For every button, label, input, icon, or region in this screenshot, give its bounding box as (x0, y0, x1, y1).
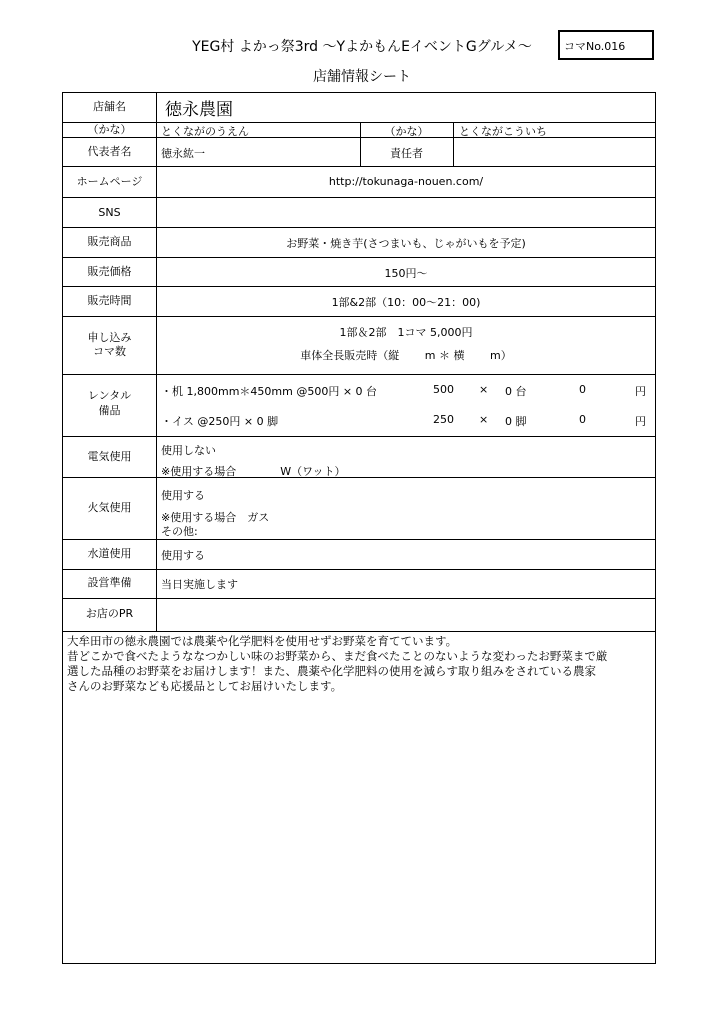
price-label: 販売価格 (87, 265, 132, 278)
row-divider (63, 197, 655, 198)
shop-name-kana: とくながのうえん (161, 125, 249, 138)
chair-total: 0 (579, 413, 586, 426)
shop-info-form (62, 92, 656, 964)
chair-item: ・イス @250円 × 0 脚 (161, 415, 279, 428)
sheet-title: YEG村 よかっ祭3rd ～YよかもんEイベントGグルメ～ (192, 39, 532, 55)
row-divider (63, 436, 655, 437)
rental-label-2: 備品 (98, 404, 121, 417)
representative-name: 徳永紘一 (161, 147, 205, 160)
desk-unit-price: 500 (433, 383, 454, 396)
homepage-url: http://tokunaga-nouen.com/ (328, 175, 484, 188)
setup-label: 設営準備 (87, 576, 132, 589)
koma-number-box: コマNo.016 (558, 30, 654, 60)
row-divider (63, 631, 655, 632)
desk-quantity: 0 台 (505, 385, 527, 398)
chair-yen: 円 (635, 415, 646, 428)
hours-value: 1部&2部（10：00～21：00) (331, 296, 481, 309)
electricity-label: 電気使用 (87, 450, 132, 463)
pr-line: 大牟田市の徳永農園では農薬や化学肥料を使用せずお野菜を育てています。 (67, 634, 458, 648)
pr-text (67, 634, 655, 694)
pr-label: お店のPR (85, 607, 134, 620)
application-label-2: コマ数 (93, 345, 126, 358)
row-divider (63, 477, 655, 478)
pr-line: さんのお野菜なども応援品としてお届けいたします。 (67, 679, 343, 693)
sns-label: SNS (98, 206, 121, 219)
electricity-usage: 使用しない (161, 444, 216, 457)
row-divider (63, 227, 655, 228)
fire-usage: 使用する (161, 489, 205, 502)
row-divider (63, 539, 655, 540)
water-label: 水道使用 (87, 547, 132, 560)
row-divider (63, 569, 655, 570)
desk-total: 0 (579, 383, 586, 396)
homepage-label: ホームページ (76, 175, 143, 188)
setup-value: 当日実施します (161, 578, 238, 591)
kana-label: （かな） (87, 123, 132, 136)
row-divider (63, 316, 655, 317)
water-usage: 使用する (161, 549, 205, 562)
hours-label: 販売時間 (87, 294, 132, 307)
fire-other: その他: (161, 525, 198, 538)
fire-label: 火気使用 (87, 501, 132, 514)
products-value: お野菜・焼き芋(さつまいも、じゃがいもを予定) (286, 237, 526, 250)
application-label: 申し込み (87, 331, 132, 344)
chair-times: × (479, 413, 489, 426)
pr-line: 選した品種のお野菜をお届けします！また、農薬や化学肥料の使用を減らす取り組みをされている農家 (67, 664, 596, 678)
representative-label: 代表者名 (87, 145, 132, 158)
chair-quantity: 0 脚 (505, 415, 527, 428)
row-divider (63, 286, 655, 287)
vehicle-size: 車体全長販売時（縦 m ＊ 横 m） (300, 349, 512, 362)
electricity-watts: ※使用する場合 W（ワット） (161, 465, 346, 478)
price-value: 150円～ (384, 267, 428, 280)
kana-label-2: （かな） (384, 125, 429, 138)
desk-item: ・机 1,800mm＊450mm @500円 × 0 台 (161, 385, 378, 398)
row-divider (63, 374, 655, 375)
shop-name-label: 店舗名 (93, 100, 126, 113)
products-label: 販売商品 (87, 235, 132, 248)
rental-label: レンタル (87, 389, 132, 402)
shop-name: 徳永農園 (165, 100, 233, 120)
row-divider (63, 598, 655, 599)
row-divider (63, 166, 655, 167)
column-divider (453, 122, 454, 166)
sheet-subtitle: 店舗情報シート (313, 69, 411, 85)
row-divider (63, 257, 655, 258)
fire-gas: ※使用する場合 ガス (161, 511, 270, 524)
manager-label: 責任者 (390, 147, 423, 160)
desk-yen: 円 (635, 385, 646, 398)
application-fee: 1部＆2部 1コマ 5,000円 (339, 326, 473, 339)
row-divider (63, 137, 655, 138)
chair-unit-price: 250 (433, 413, 454, 426)
manager-name-kana: とくながこういち (459, 125, 547, 138)
pr-line: 昔どこかで食べたようななつかしい味のお野菜から、まだ食べたことのないような変わったお野菜まで厳 (67, 649, 608, 663)
desk-times: × (479, 383, 489, 396)
